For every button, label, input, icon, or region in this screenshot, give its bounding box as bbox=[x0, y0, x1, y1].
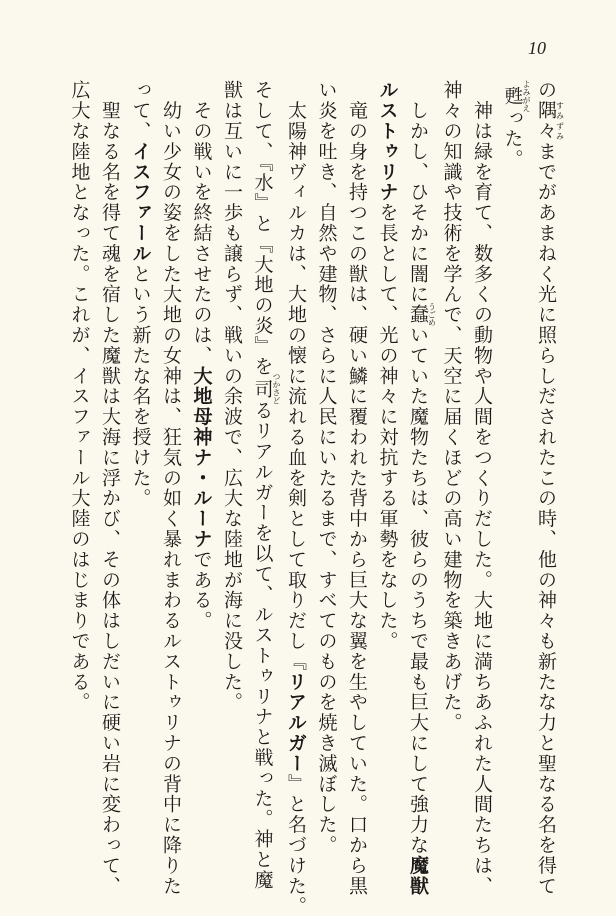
ruby-reading: つかさど bbox=[272, 372, 281, 405]
text-run: しかし、ひそかに闇に bbox=[407, 80, 429, 305]
text-line bbox=[156, 80, 187, 896]
text-line bbox=[436, 80, 467, 800]
text-run: である。 bbox=[190, 549, 213, 631]
ruby-word bbox=[501, 80, 531, 112]
page-number: 10 bbox=[528, 38, 546, 58]
text-run: 竜の身を持つこの獣は、硬い鱗に覆われた背中から巨大な翼を生やしていた。口から黒 bbox=[346, 80, 368, 896]
body-text bbox=[64, 80, 565, 916]
text-line bbox=[64, 80, 95, 800]
text-run: って、 bbox=[129, 80, 152, 142]
text-run: を長として、光の神々に対抗する軍勢をなした。 bbox=[376, 202, 399, 652]
ruby-base: 司 bbox=[251, 372, 274, 405]
ruby-word bbox=[535, 100, 565, 142]
text-run: い炎を吐き、自然や建物、さらに人民にいたるまで、すべてのものを焼き滅ぼした。 bbox=[315, 80, 338, 856]
bold-name: 大地母神ナ・ルーナ bbox=[190, 365, 213, 550]
bold-name: リアルガー bbox=[285, 671, 307, 774]
ruby-base: 甦 bbox=[501, 80, 524, 112]
text-run: そして、『水』と『大地の炎』を bbox=[251, 80, 274, 377]
text-line bbox=[403, 80, 437, 897]
text-run: の bbox=[535, 80, 557, 101]
text-run: 広大な陸地となった。これが、イスファール大陸のはじまりである。 bbox=[68, 80, 91, 713]
text-run: った。 bbox=[501, 108, 524, 170]
bold-name: ルストゥリナ bbox=[376, 80, 399, 203]
text-line bbox=[125, 80, 156, 800]
text-run: るリアルガーを以て、ルストゥリナと戦った。神と魔 bbox=[251, 400, 274, 891]
bold-name: 魔獣 bbox=[407, 855, 429, 897]
text-run: 幼い少女の姿をした大地の女神は、狂気の如く暴れまわるルストゥリナの背中に降りた bbox=[160, 80, 182, 896]
text-line bbox=[342, 80, 373, 896]
ruby-reading: うごめ bbox=[427, 302, 437, 327]
text-line bbox=[95, 80, 126, 896]
text-run: 獣は互いに一歩も譲らず、戦いの余波で、広大な陸地が海に没した。 bbox=[221, 80, 243, 713]
text-run: 神は緑を育て、数多くの動物や人間をつくりだした。大地に満ちあふれた人間たちは、 bbox=[471, 80, 493, 896]
ruby-reading: よみがえ bbox=[522, 80, 531, 112]
text-line bbox=[467, 80, 498, 896]
text-run: 』と名づけた。 bbox=[285, 773, 307, 916]
text-line bbox=[497, 80, 531, 800]
text-run: 聖なる名を得て魂を宿した魔獣は大海に浮かび、その体はしだいに硬い岩に変わって、 bbox=[99, 80, 121, 896]
text-line bbox=[186, 80, 217, 800]
ruby-reading: すみずみ bbox=[555, 100, 565, 142]
text-line bbox=[247, 80, 281, 891]
text-run: いていた魔物たちは、彼らのうちで最も巨大にして強力な bbox=[407, 324, 429, 856]
ruby-base: 蠢 bbox=[407, 302, 429, 327]
text-line bbox=[281, 80, 312, 916]
text-run: その戦いを終結させたのは、 bbox=[190, 80, 213, 366]
ruby-word bbox=[407, 302, 437, 327]
text-line bbox=[217, 80, 248, 800]
text-run: 神々の知識や技術を学んで、天空に届くほどの高い建物を築きあげた。 bbox=[440, 80, 463, 733]
text-line bbox=[372, 80, 403, 800]
text-run: という新たな名を授けた。 bbox=[129, 263, 152, 509]
ruby-word bbox=[251, 372, 281, 405]
text-line bbox=[531, 80, 565, 897]
ruby-base: 隅々 bbox=[535, 100, 557, 142]
text-run: 太陽神ヴィルカは、大地の懐に流れる血を剣として取りだし『 bbox=[285, 80, 307, 672]
text-line bbox=[311, 80, 342, 856]
bold-name: イスファール bbox=[129, 141, 152, 264]
text-run: までがあまねく光に照らしだされたこの時、他の神々も新たな力と聖なる名を得て bbox=[535, 141, 557, 897]
